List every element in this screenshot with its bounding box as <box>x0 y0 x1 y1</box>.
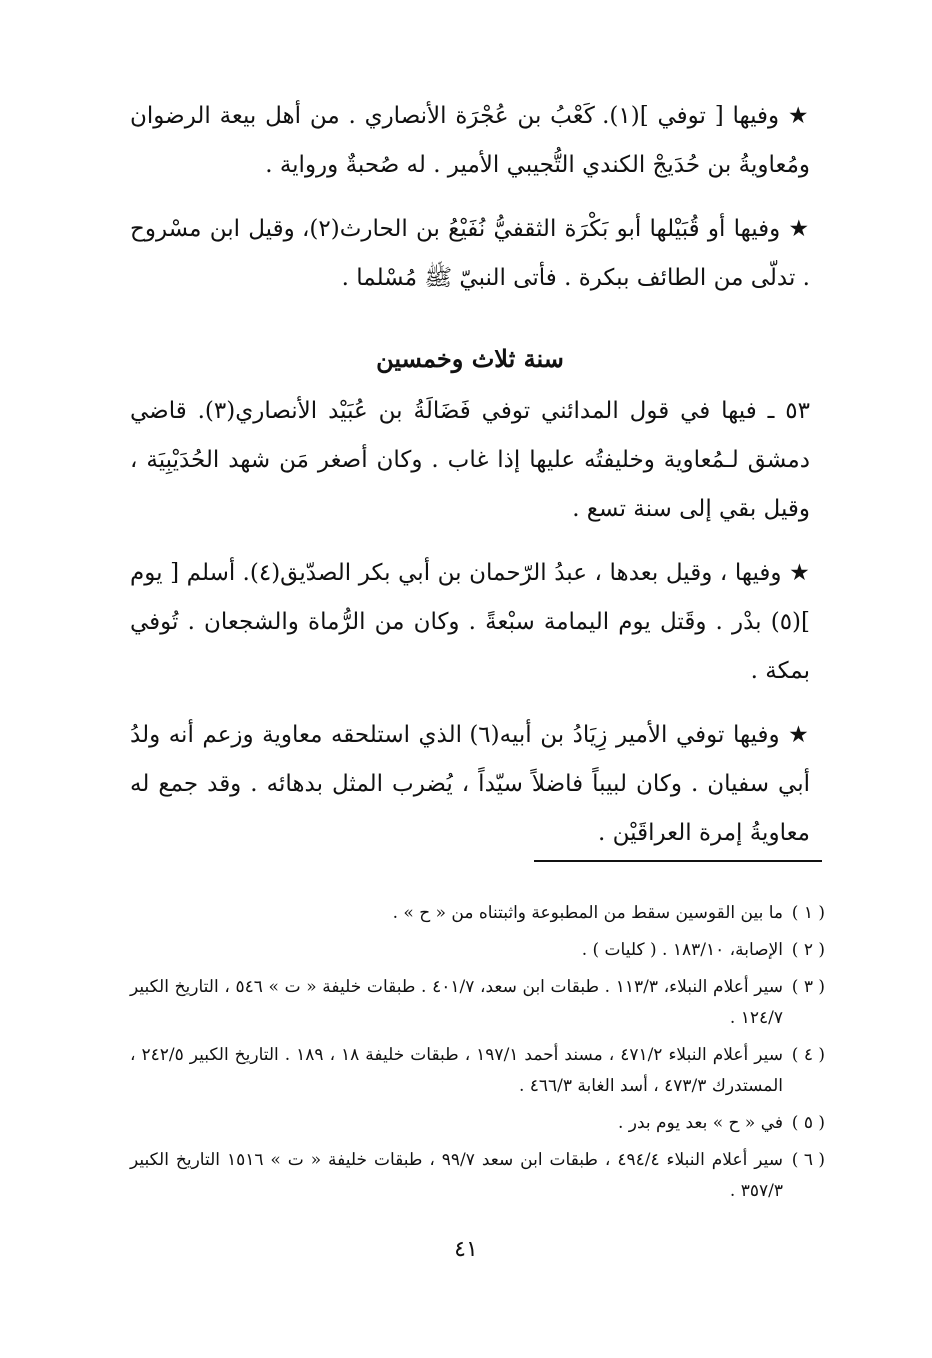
paragraph-abu-bakra: ★ وفيها أو قُبَيْلها أبو بَكْرَة الثقفيُّ نُفَيْعُ بن الحارث(٢)، وقيل ابن مسْروح . تدلّى من الطائف ببكرة . فأتى النبيّ ﷺ مُسْلما . <box>130 216 810 291</box>
footnote-1 <box>130 898 825 929</box>
footnote-2 <box>130 935 825 966</box>
footnote-5 <box>130 1108 825 1139</box>
footnote-number: ( ٢ ) <box>791 940 825 960</box>
footnote-4 <box>130 1040 825 1102</box>
footnote-number: ( ١ ) <box>791 903 825 923</box>
paragraph-ziyad: ★ وفيها توفي الأمير زِيَادُ بن أبيه(٦) الذي استلحقه معاوية وزعم أنه ولدُ أبي سفيان . وكان لبيباً فاضلاً سيّداً ، يُضرب المثل بدهائه . وقد جمع له معاويةُ إمرة العراقَيْن . <box>130 722 810 846</box>
footnote-number: ( ٣ ) <box>791 977 825 997</box>
footnote-text: ما بين القوسين سقط من المطبوعة واثبتناه من « ح » . <box>392 903 783 923</box>
main-text <box>130 92 810 873</box>
footnote-3 <box>130 972 825 1034</box>
paragraph-kaab: ★ وفيها [ توفي ](١). كَعْبُ بن عُجْرَة الأنصاري . من أهل بيعة الرضوان ومُعاويةُ بن حُدَيجْ الكندي التُّجيبي الأمير . له صُحبةٌ ورواية . <box>130 103 810 178</box>
footnote-6 <box>130 1145 825 1207</box>
footnote-text: سير أعلام النبلاء، ١١٣/٣ . طبقات ابن سعد، ٤٠١/٧ . طبقات خليفة « ت » ٥٤٦ ، التاريخ الكبير ١٢٤/٧ . <box>130 977 783 1028</box>
page-number: ٤١ <box>454 1237 478 1262</box>
section-heading: سنة ثلاث وخمسين <box>376 344 564 373</box>
footnote-divider <box>534 860 822 862</box>
footnote-number: ( ٥ ) <box>791 1113 825 1133</box>
paragraph-fadala: ٥٣ ـ فيها في قول المدائني توفي فَضَالَةُ بن عُبَيْد الأنصاري(٣). قاضي دمشق لـمُعاوية وخليفتُه عليها إذا غاب . وكان أصغر مَن شهد الحُدَيْبِيَة ، وقيل بقي إلى سنة تسع . <box>130 398 810 522</box>
paragraph-abdulrahman: ★ وفيها ، وقيل بعدها ، عبدُ الرّحمان بن أبي بكر الصدّيق(٤). أسلم [ يوم ](٥) بدْر . وقَتل يوم اليمامة سبْعةً . وكان من الرُّماة والشجعان . تُوفي بمكة . <box>130 560 810 684</box>
footnotes <box>130 898 825 1213</box>
footnote-number: ( ٤ ) <box>791 1045 825 1065</box>
footnote-text: سير أعلام النبلاء ٤٧١/٢ ، مسند أحمد ١٩٧/١ ، طبقات خليفة ١٨ ، ١٨٩ . التاريخ الكبير ٢٤٢/٥ ، المستدرك ٤٧٣/٣ ، أسد الغابة ٤٦٦/٣ . <box>130 1045 784 1096</box>
footnote-text: في « ح » بعد يوم بدر . <box>617 1113 783 1133</box>
footnote-number: ( ٦ ) <box>791 1150 825 1170</box>
footnote-text: الإصابة، ١٨٣/١٠ . ( كليات ) . <box>581 940 783 960</box>
footnote-text: سير أعلام النبلاء ٤٩٤/٤ ، طبقات ابن سعد ٩٩/٧ ، طبقات خليفة « ت » ١٥١٦ التاريخ الكبير ٣٥٧/٣ . <box>130 1150 784 1201</box>
